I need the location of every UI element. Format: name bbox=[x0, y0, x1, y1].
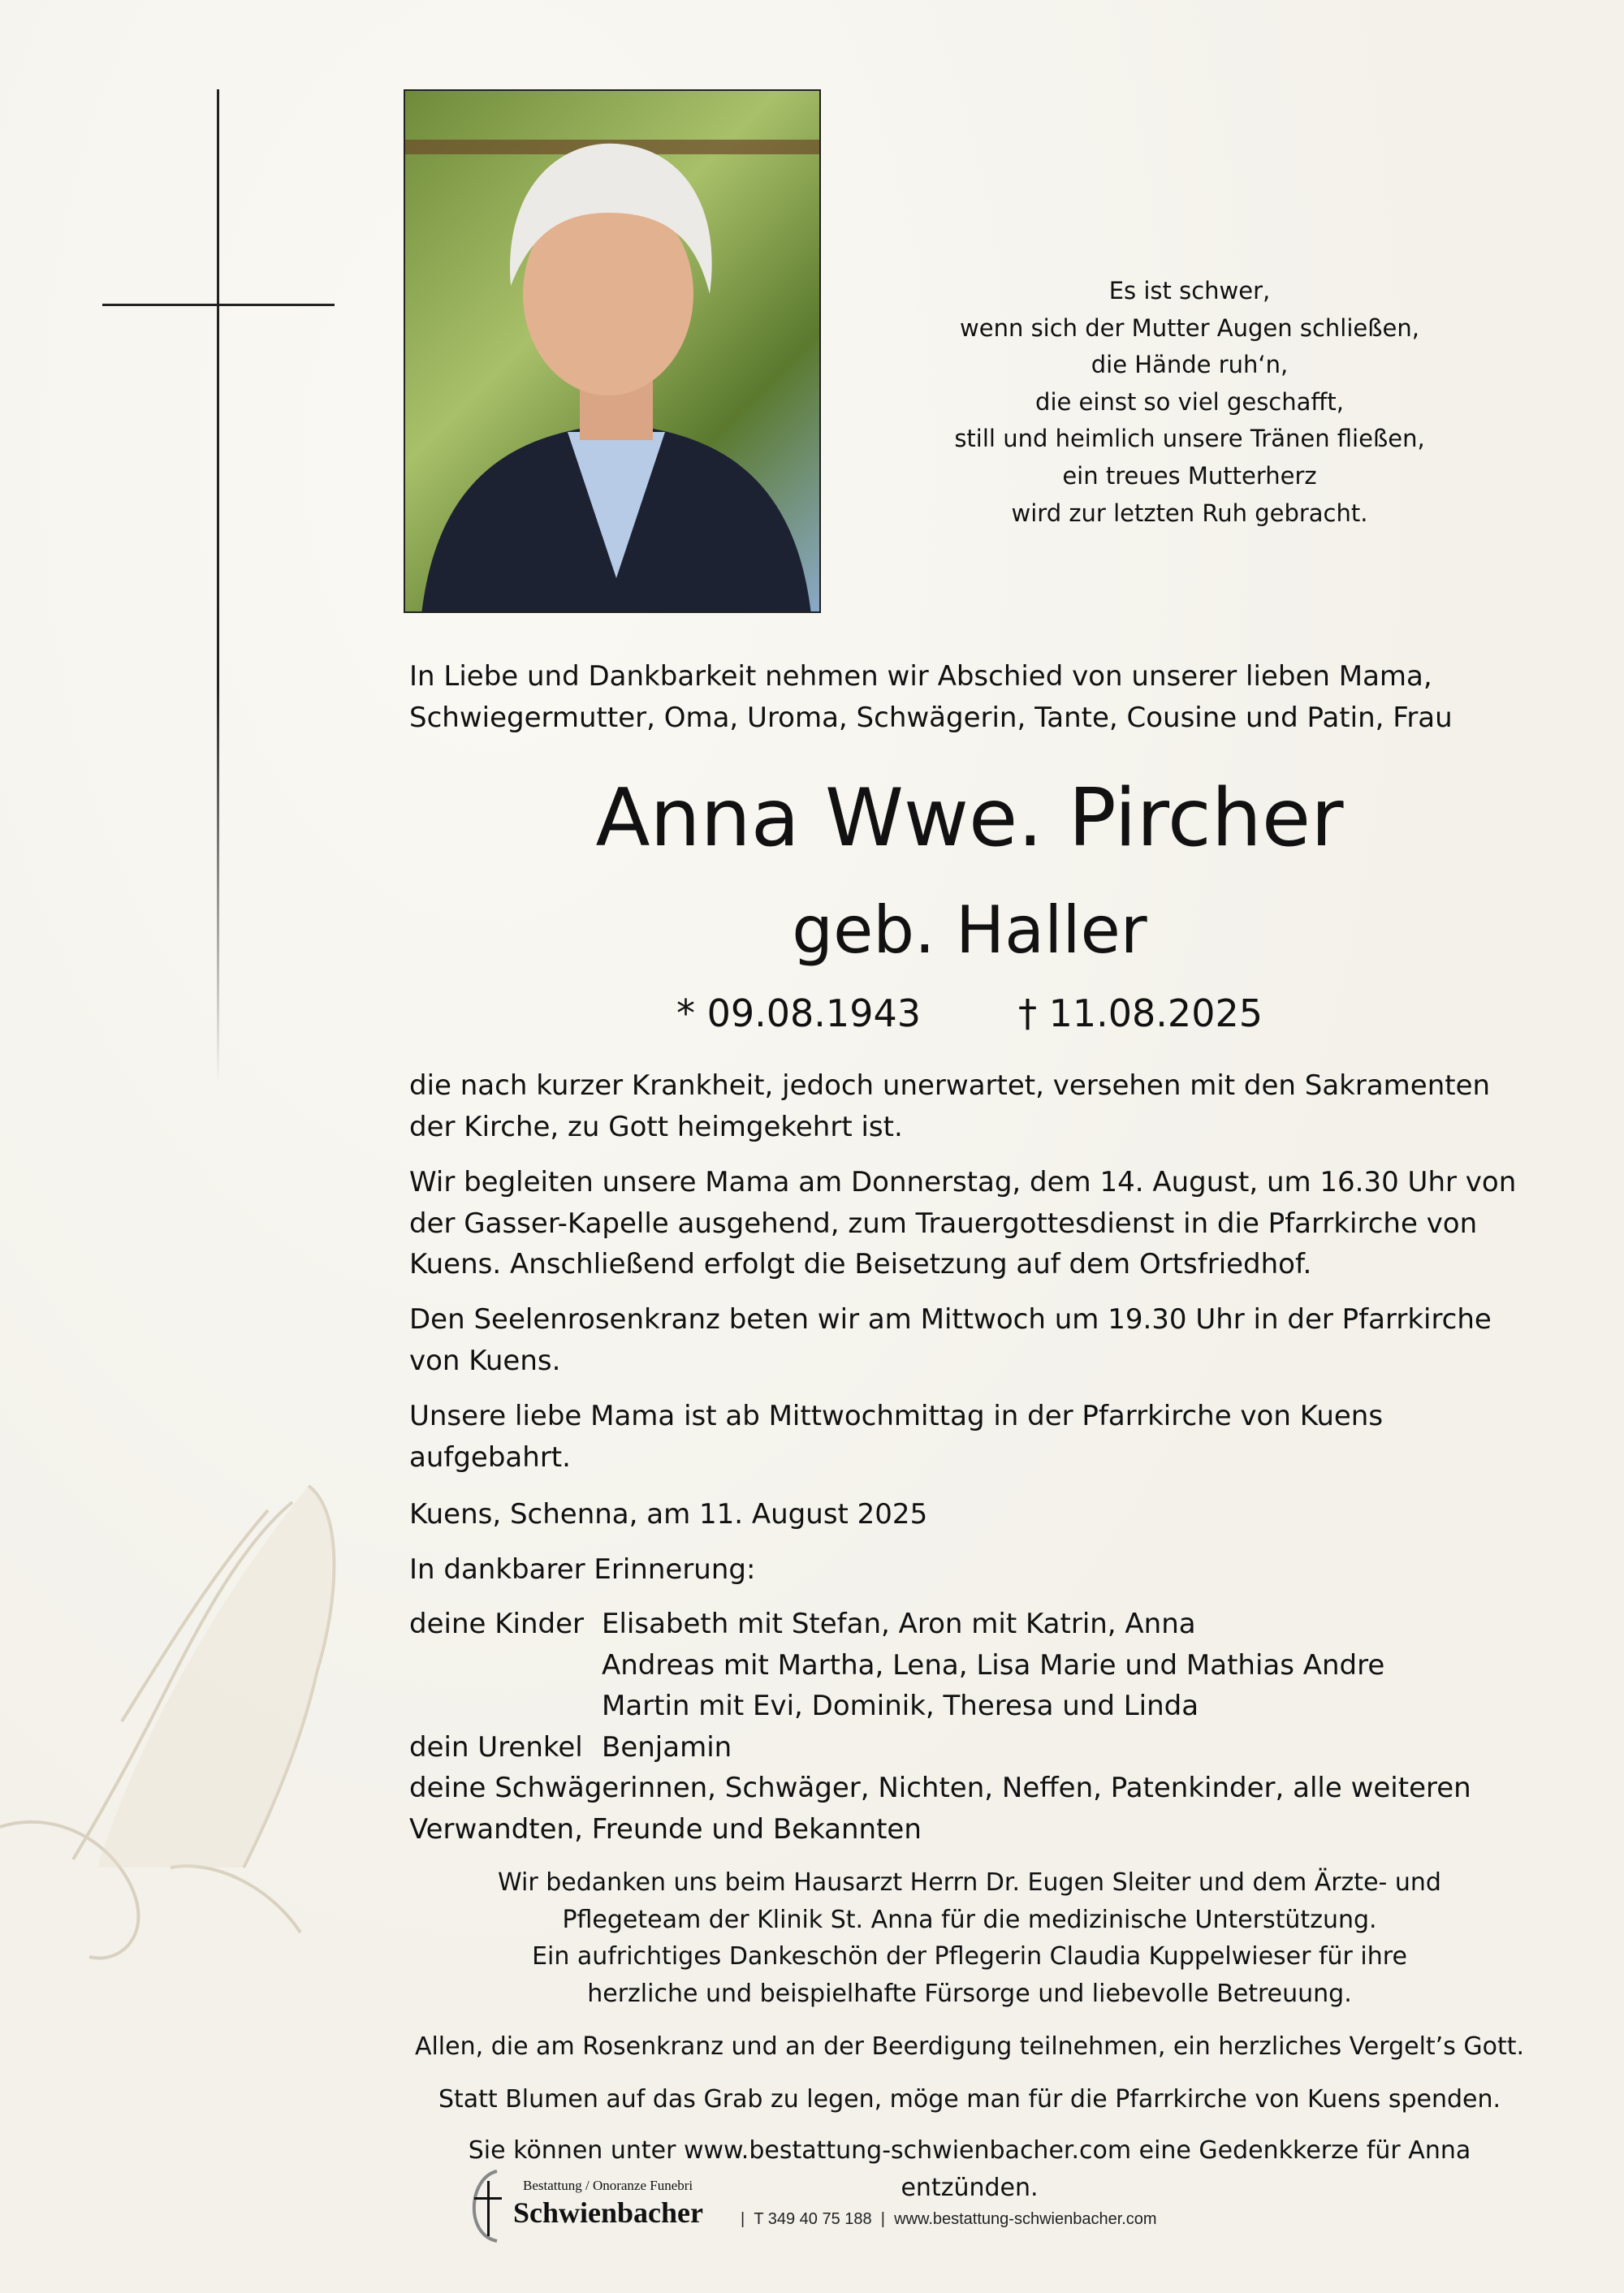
separator: | bbox=[741, 2210, 745, 2228]
portrait-photo bbox=[404, 89, 821, 613]
poem bbox=[877, 273, 1502, 532]
birth-date: * 09.08.1943 bbox=[676, 991, 921, 1035]
closing-candle: Sie können unter www.bestattung-schwienbacher.com eine Gedenkkerze für Anna entzünden. bbox=[468, 2136, 1471, 2202]
footer-contact bbox=[741, 2210, 1157, 2229]
poem-line: die einst so viel geschafft, bbox=[1035, 387, 1344, 416]
thanks-block bbox=[409, 1864, 1530, 2012]
paragraph-laid-out: Unsere liebe Mama ist ab Mittwochmittag in der Pfarrkirche von Kuens aufgebahrt. bbox=[409, 1400, 1384, 1474]
closing-flowers: Statt Blumen auf das Grab zu legen, möge man für die Pfarrkirche von Kuens spenden. bbox=[438, 2085, 1501, 2114]
intro-text bbox=[409, 656, 1530, 738]
praying-hands-icon bbox=[0, 1478, 365, 1965]
thanks-line: Pflegeteam der Klinik St. Anna für die medizinische Unterstützung. bbox=[562, 1905, 1377, 1934]
children-line: Andreas mit Martha, Lena, Lisa Marie und Mathias Andre bbox=[602, 1648, 1385, 1682]
mourners-list bbox=[409, 1604, 1530, 1850]
poem-line: die Hände ruh‘n, bbox=[1091, 351, 1289, 379]
children-line: Elisabeth mit Stefan, Aron mit Katrin, Anna bbox=[602, 1608, 1196, 1640]
great-grandchild: Benjamin bbox=[602, 1730, 732, 1764]
maiden-name: geb. Haller bbox=[792, 892, 1147, 968]
death-date: † 11.08.2025 bbox=[1018, 991, 1263, 1035]
children-label: deine Kinder bbox=[409, 1608, 584, 1640]
cross-icon-horizontal bbox=[102, 304, 335, 306]
poem-line: still und heimlich unsere Tränen fließen, bbox=[954, 425, 1425, 453]
footer-website-link[interactable]: www.bestattung-schwienbacher.com bbox=[894, 2210, 1157, 2228]
footer-tagline: Bestattung / Onoranze Funebri bbox=[523, 2178, 693, 2193]
thanks-line: herzliche und beispielhafte Fürsorge und liebevolle Betreuung. bbox=[587, 1979, 1352, 2008]
place-date: Kuens, Schenna, am 11. August 2025 bbox=[409, 1498, 928, 1531]
other-mourners: deine Schwägerinnen, Schwäger, Nichten, Neffen, Patenkinder, alle weiteren Verwandten, Freunde und Bekannten bbox=[409, 1772, 1471, 1846]
great-grandchild-label: dein Urenkel bbox=[409, 1730, 583, 1764]
funeral-home-footer bbox=[464, 2170, 1157, 2243]
thanks-line: Wir bedanken uns beim Hausarzt Herrn Dr. Eugen Sleiter und dem Ärzte- und bbox=[498, 1868, 1441, 1897]
deceased-name: Anna Wwe. Pircher bbox=[595, 772, 1344, 865]
poem-line: Es ist schwer, bbox=[1108, 277, 1271, 304]
remembrance-heading: In dankbarer Erinnerung: bbox=[409, 1553, 756, 1586]
paragraph-passing: die nach kurzer Krankheit, jedoch unerwartet, versehen mit den Sakramenten der Kirche, zu Gott heimgekehrt ist. bbox=[409, 1069, 1491, 1143]
cross-icon-vertical bbox=[217, 89, 219, 1084]
poem-line: wird zur letzten Ruh gebracht. bbox=[1011, 499, 1368, 527]
children-line: Martin mit Evi, Dominik, Theresa und Linda bbox=[602, 1690, 1199, 1722]
footer-phone: T 349 40 75 188 bbox=[754, 2210, 872, 2228]
poem-line: ein treues Mutterherz bbox=[1062, 461, 1317, 490]
separator: | bbox=[880, 2210, 885, 2228]
footer-brand: Schwienbacher bbox=[513, 2196, 703, 2229]
paragraph-rosary: Den Seelenrosenkranz beten wir am Mittwoch um 19.30 Uhr in der Pfarrkirche von Kuens. bbox=[409, 1303, 1492, 1377]
intro-line: In Liebe und Dankbarkeit nehmen wir Abschied von unserer lieben Mama, bbox=[409, 660, 1432, 693]
poem-line: wenn sich der Mutter Augen schließen, bbox=[960, 313, 1419, 342]
intro-line: Schwiegermutter, Oma, Uroma, Schwägerin, Tante, Cousine und Patin, Frau bbox=[409, 701, 1453, 734]
thanks-line: Ein aufrichtiges Dankeschön der Pflegerin Claudia Kuppelwieser für ihre bbox=[532, 1942, 1407, 1971]
life-dates bbox=[409, 989, 1530, 1038]
paragraph-funeral: Wir begleiten unsere Mama am Donnerstag, dem 14. August, um 16.30 Uhr von der Gasser-Kapelle ausgehend, zum Trauergottesdienst in die Pfarrkirche von Kuens. Anschließend erfolgt die Beisetzung auf dem Ortsfriedhof. bbox=[409, 1166, 1517, 1280]
closing-thanks: Allen, die am Rosenkranz und an der Beerdigung teilnehmen, ein herzliches Vergelt’s Gott. bbox=[414, 2032, 1525, 2061]
